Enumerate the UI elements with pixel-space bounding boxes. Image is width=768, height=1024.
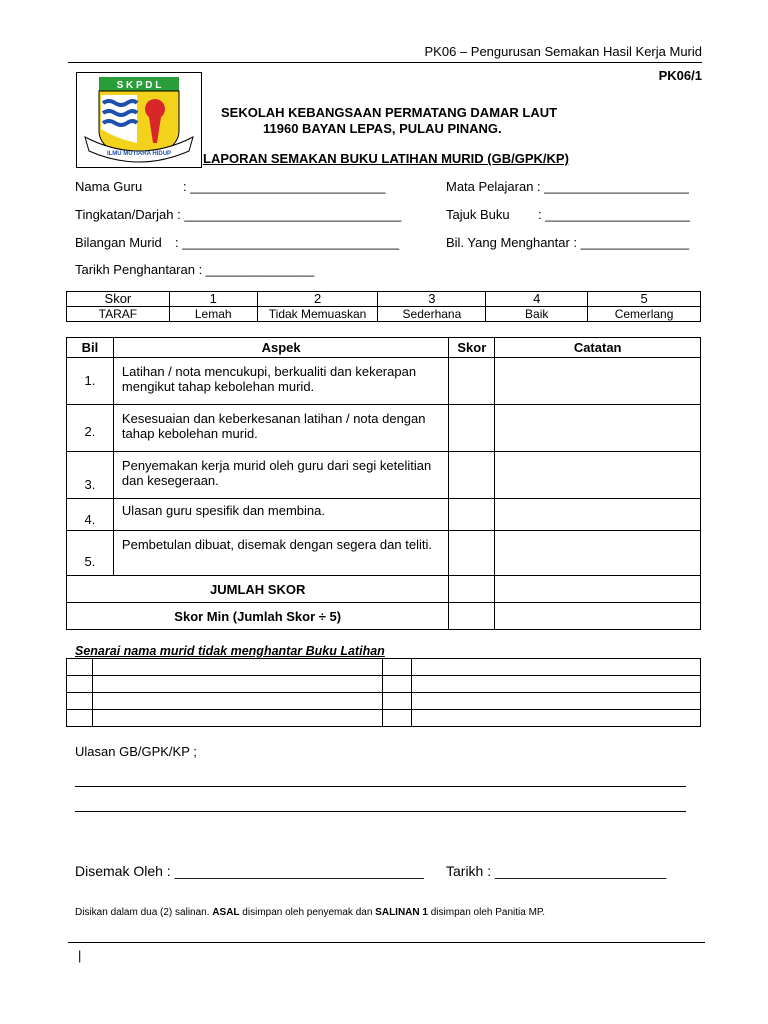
- bilangan-murid-label: Bilangan Murid: [75, 235, 162, 250]
- nama-guru-label: Nama Guru: [75, 179, 143, 194]
- school-address: 11960 BAYAN LEPAS, PULAU PINANG.: [263, 121, 502, 136]
- row-catatan-cell[interactable]: [495, 499, 701, 531]
- scale-cell: 2: [257, 292, 378, 307]
- footnote-asal: ASAL: [212, 907, 240, 918]
- row-bil: 2.: [67, 405, 114, 452]
- ulasan-line-1[interactable]: [75, 786, 686, 787]
- table-row: [67, 452, 701, 499]
- jumlah-skor-cell[interactable]: [449, 576, 495, 603]
- field-bil-menghantar: Bil. Yang Menghantar : _______________: [446, 235, 690, 250]
- footnote: [75, 907, 545, 918]
- school-crest-icon: [77, 73, 201, 167]
- list-item: [67, 710, 701, 727]
- field-bilangan-murid: [75, 235, 399, 250]
- row-bil: 4.: [67, 499, 114, 531]
- bilangan-murid-blank: : ______________________________: [175, 235, 400, 250]
- scale-cell: 1: [169, 292, 257, 307]
- student-name-cell[interactable]: [92, 659, 383, 676]
- student-no-cell[interactable]: [383, 710, 412, 727]
- tarikh: Tarikh : ______________________: [446, 863, 667, 879]
- list-item: [67, 693, 701, 710]
- scale-cell: Baik: [486, 307, 588, 322]
- skor-min-cell[interactable]: [449, 603, 495, 630]
- table-row: [67, 499, 701, 531]
- table-row: [67, 531, 701, 576]
- row-skor-cell[interactable]: [449, 405, 495, 452]
- scale-row-score: [67, 292, 701, 307]
- table-row: [67, 358, 701, 405]
- list-item: [67, 676, 701, 693]
- footnote-text-2: disimpan oleh penyemak dan: [239, 907, 376, 918]
- row-aspek: Ulasan guru spesifik dan membina.: [113, 499, 448, 531]
- row-catatan-cell[interactable]: [495, 358, 701, 405]
- form-title: PK06 – Pengurusan Semakan Hasil Kerja Murid: [424, 44, 702, 59]
- student-name-cell[interactable]: [92, 693, 383, 710]
- form-code: PK06/1: [658, 68, 702, 83]
- logo-top-text: S K P D L: [116, 80, 162, 91]
- scale-cell: TARAF: [67, 307, 170, 322]
- student-name-cell[interactable]: [412, 693, 701, 710]
- ulasan-line-2[interactable]: [75, 811, 686, 812]
- page-mark: |: [78, 948, 82, 963]
- row-aspek: Pembetulan dibuat, disemak dengan segera dan teliti.: [113, 531, 448, 576]
- footnote-text-1: Disikan dalam dua (2) salinan.: [75, 907, 213, 918]
- header-skor: Skor: [449, 338, 495, 358]
- field-tajuk-buku: [446, 207, 690, 222]
- skor-min-catatan-cell[interactable]: [495, 603, 701, 630]
- list-item: [67, 659, 701, 676]
- student-no-cell[interactable]: [67, 710, 93, 727]
- assessment-header-row: [67, 338, 701, 358]
- row-aspek: Latihan / nota mencukupi, berkualiti dan kekerapan mengikut tahap kebolehan murid.: [113, 358, 448, 405]
- row-skor-cell[interactable]: [449, 358, 495, 405]
- header-aspek: Aspek: [113, 338, 448, 358]
- row-aspek: Kesesuaian dan keberkesanan latihan / nota dengan tahap kebolehan murid.: [113, 405, 448, 452]
- assessment-table: [66, 337, 701, 630]
- footnote-salinan: SALINAN 1: [375, 907, 428, 918]
- row-bil: 5.: [67, 531, 114, 576]
- header-bil: Bil: [67, 338, 114, 358]
- ulasan-label: Ulasan GB/GPK/KP ;: [75, 744, 197, 759]
- row-bil: 3.: [67, 452, 114, 499]
- disemak-oleh: Disemak Oleh : ________________________________: [75, 863, 424, 879]
- student-name-cell[interactable]: [92, 710, 383, 727]
- jumlah-catatan-cell[interactable]: [495, 576, 701, 603]
- field-tarikh-penghantaran: Tarikh Penghantaran : _______________: [75, 262, 315, 277]
- student-no-cell[interactable]: [67, 659, 93, 676]
- footnote-text-3: disimpan oleh Panitia MP.: [427, 907, 546, 918]
- logo-motto: ILMU MUTIARA HIDUP: [106, 151, 172, 157]
- scale-cell: Tidak Memuaskan: [257, 307, 378, 322]
- row-catatan-cell[interactable]: [495, 405, 701, 452]
- jumlah-skor-label: JUMLAH SKOR: [67, 576, 449, 603]
- student-name-cell[interactable]: [92, 676, 383, 693]
- scale-cell: Skor: [67, 292, 170, 307]
- header-catatan: Catatan: [495, 338, 701, 358]
- nama-guru-blank: : ___________________________: [183, 179, 386, 194]
- student-no-cell[interactable]: [67, 693, 93, 710]
- student-no-cell[interactable]: [67, 676, 93, 693]
- header-divider: [68, 62, 702, 63]
- footer-divider: [68, 942, 705, 943]
- report-title: LAPORAN SEMAKAN BUKU LATIHAN MURID (GB/GPK/KP): [203, 151, 569, 166]
- tajuk-buku-label: Tajuk Buku: [446, 207, 510, 222]
- students-table: [66, 658, 701, 727]
- field-tingkatan: Tingkatan/Darjah : ______________________________: [75, 207, 402, 222]
- field-nama-guru: [75, 179, 385, 194]
- scale-cell: Lemah: [169, 307, 257, 322]
- student-no-cell[interactable]: [383, 676, 412, 693]
- student-no-cell[interactable]: [383, 693, 412, 710]
- skor-min-label: Skor Min (Jumlah Skor ÷ 5): [67, 603, 449, 630]
- students-title: Senarai nama murid tidak menghantar Buku Latihan: [75, 644, 385, 658]
- table-row: [67, 405, 701, 452]
- total-row: [67, 576, 701, 603]
- student-name-cell[interactable]: [412, 659, 701, 676]
- student-name-cell[interactable]: [412, 676, 701, 693]
- score-scale-table: [66, 291, 701, 322]
- school-logo: [76, 72, 202, 168]
- scale-cell: 3: [378, 292, 486, 307]
- scale-cell: 5: [588, 292, 701, 307]
- scale-cell: 4: [486, 292, 588, 307]
- scale-row-taraf: [67, 307, 701, 322]
- row-catatan-cell[interactable]: [495, 531, 701, 576]
- row-skor-cell[interactable]: [449, 531, 495, 576]
- scale-cell: Sederhana: [378, 307, 486, 322]
- field-mata-pelajaran: Mata Pelajaran : ____________________: [446, 179, 689, 194]
- row-skor-cell[interactable]: [449, 499, 495, 531]
- school-name: SEKOLAH KEBANGSAAN PERMATANG DAMAR LAUT: [221, 105, 558, 120]
- student-name-cell[interactable]: [412, 710, 701, 727]
- row-aspek: Penyemakan kerja murid oleh guru dari segi ketelitian dan kesegeraan.: [113, 452, 448, 499]
- row-skor-cell[interactable]: [449, 452, 495, 499]
- row-catatan-cell[interactable]: [495, 452, 701, 499]
- mean-row: [67, 603, 701, 630]
- row-bil: 1.: [67, 358, 114, 405]
- student-no-cell[interactable]: [383, 659, 412, 676]
- tajuk-buku-blank: : ____________________: [538, 207, 690, 222]
- scale-cell: Cemerlang: [588, 307, 701, 322]
